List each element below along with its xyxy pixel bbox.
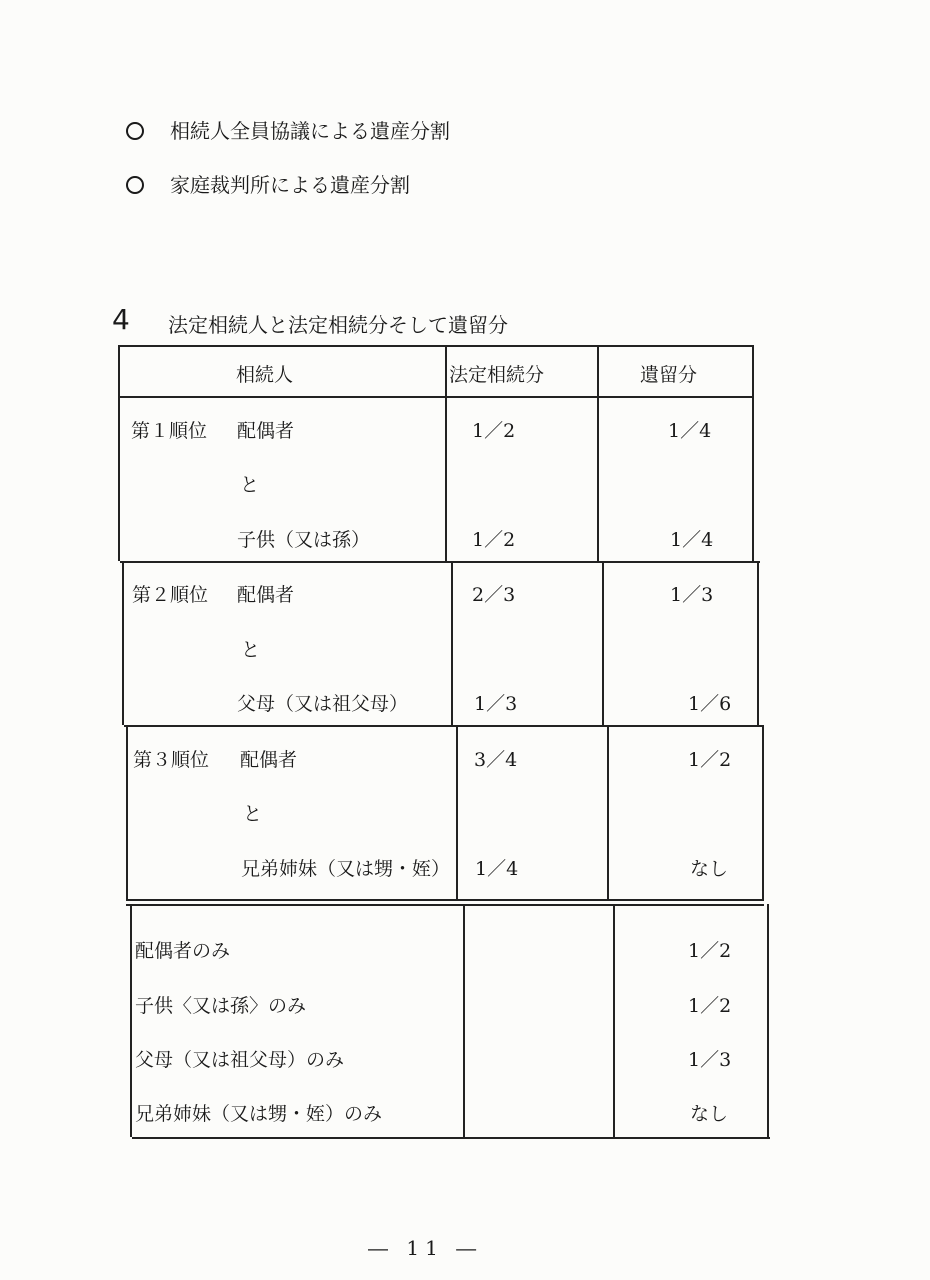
- double-divider-top: [126, 899, 764, 901]
- spouse-label: 配偶者: [237, 420, 295, 442]
- only-row-label: 父母（又は祖父母）のみ: [135, 1049, 345, 1071]
- column-divider: [607, 725, 609, 899]
- only-row-label: 配偶者のみ: [135, 940, 231, 962]
- table-border-right: [752, 345, 754, 561]
- section-title: 法定相続人と法定相続分そして遺留分: [168, 313, 508, 337]
- section-number: 4: [112, 303, 130, 336]
- spouse-legal-share: 1／2: [472, 420, 516, 442]
- column-divider: [597, 345, 599, 561]
- rank-divider: [120, 561, 760, 563]
- other-heir-label: 父母（又は祖父母）: [237, 693, 409, 715]
- table-border-top: [118, 345, 754, 347]
- rank-label: 第２順位: [132, 584, 209, 606]
- rank-label: 第３順位: [133, 749, 210, 771]
- only-row-reserved: なし: [690, 1103, 729, 1125]
- and-label: と: [243, 803, 263, 825]
- spouse-legal-share: 3／4: [474, 749, 518, 771]
- rank-divider: [124, 725, 762, 727]
- spouse-reserved-share: 1／2: [688, 749, 732, 771]
- spouse-reserved-share: 1／3: [670, 584, 714, 606]
- header-heir: 相続人: [236, 364, 294, 386]
- column-divider: [602, 561, 604, 725]
- bullet-item-2: [126, 169, 410, 198]
- only-row-label: 子供〈又は孫〉のみ: [135, 995, 307, 1017]
- and-label: と: [240, 474, 260, 496]
- column-divider: [613, 904, 615, 1137]
- circle-bullet-icon: [126, 176, 144, 194]
- table-border-left: [122, 561, 124, 725]
- other-reserved-share: 1／4: [670, 529, 714, 551]
- other-legal-share: 1／4: [475, 858, 519, 880]
- header-divider: [118, 396, 754, 398]
- column-divider: [445, 345, 447, 561]
- spouse-label: 配偶者: [237, 584, 295, 606]
- table-border-right: [762, 725, 764, 899]
- bullet-text: 相続人全員協議による遺産分割: [170, 119, 450, 143]
- spouse-label: 配偶者: [240, 749, 298, 771]
- header-reserved-share: 遺留分: [640, 364, 698, 386]
- other-heir-label: 兄弟姉妹（又は甥・姪）: [241, 858, 451, 880]
- circle-bullet-icon: [126, 122, 144, 140]
- column-divider: [463, 904, 465, 1137]
- table-border-left: [130, 904, 132, 1137]
- table-border-left: [126, 725, 128, 899]
- table-border-right: [757, 561, 759, 725]
- only-row-reserved: 1／2: [688, 995, 732, 1017]
- rank-label: 第１順位: [131, 420, 208, 442]
- other-heir-label: 子供（又は孫）: [237, 529, 371, 551]
- only-row-reserved: 1／3: [688, 1049, 732, 1071]
- table-border-right: [767, 904, 769, 1137]
- spouse-legal-share: 2／3: [472, 584, 516, 606]
- table-border-bottom: [132, 1137, 770, 1139]
- page-number: ― 11 ―: [368, 1236, 483, 1260]
- other-legal-share: 1／3: [474, 693, 518, 715]
- only-row-reserved: 1／2: [688, 940, 732, 962]
- column-divider: [451, 561, 453, 725]
- column-divider: [456, 725, 458, 899]
- double-divider-bottom: [126, 904, 764, 906]
- header-legal-share: 法定相続分: [449, 364, 545, 386]
- only-row-label: 兄弟姉妹（又は甥・姪）のみ: [135, 1103, 383, 1125]
- spouse-reserved-share: 1／4: [668, 420, 712, 442]
- other-legal-share: 1／2: [472, 529, 516, 551]
- bullet-text: 家庭裁判所による遺産分割: [170, 173, 410, 197]
- bullet-item-1: [126, 115, 450, 144]
- table-border-left: [118, 345, 120, 561]
- and-label: と: [241, 639, 261, 661]
- other-reserved-share: なし: [690, 858, 729, 880]
- other-reserved-share: 1／6: [688, 693, 732, 715]
